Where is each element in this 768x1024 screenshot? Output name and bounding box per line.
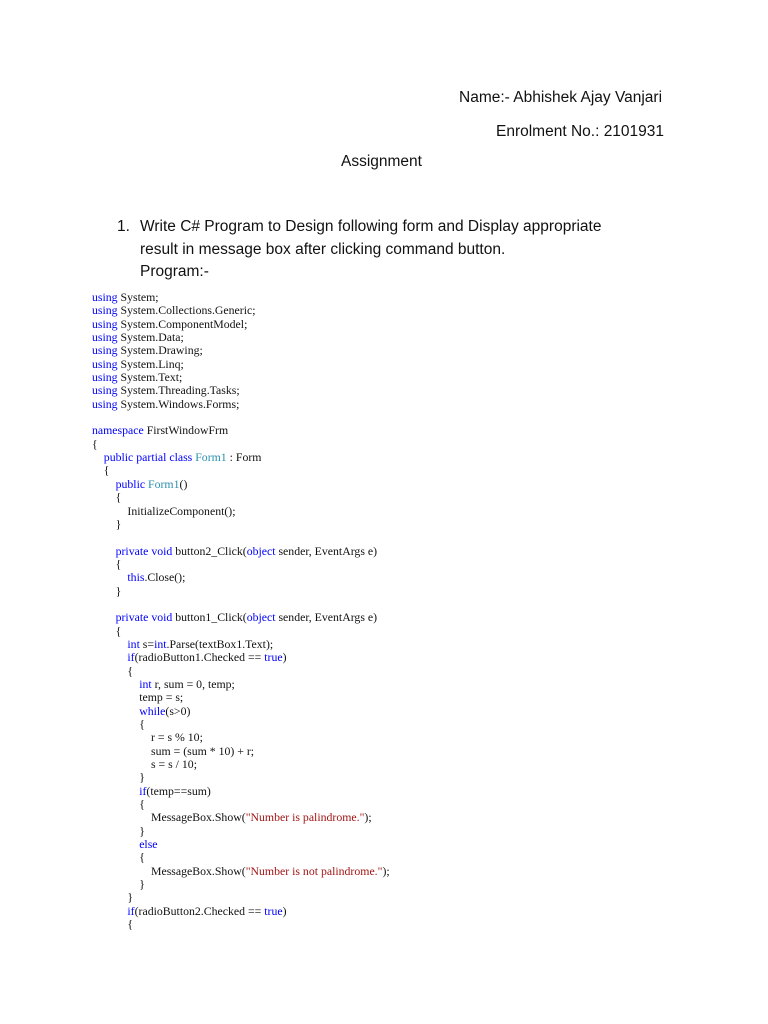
code-text: r, sum = 0, temp; — [151, 676, 235, 691]
code-line — [92, 318, 390, 331]
code-text: MessageBox.Show( — [92, 863, 246, 878]
code-line — [92, 705, 390, 718]
code-line — [92, 811, 390, 824]
code-text — [92, 837, 139, 851]
code-line — [92, 411, 390, 424]
code-text: System.Threading.Tasks; — [117, 383, 240, 398]
code-text — [92, 450, 104, 464]
code-line — [92, 331, 390, 344]
code-text: { — [92, 663, 134, 678]
code-text: button1_Click( — [172, 610, 247, 625]
code-line — [92, 505, 390, 518]
program-label: Program:- — [140, 263, 209, 280]
code-line — [92, 745, 390, 758]
code-text: button2_Click( — [172, 543, 247, 558]
code-line — [92, 785, 390, 798]
code-keyword: using — [92, 370, 118, 385]
code-keyword: using — [92, 396, 118, 411]
student-name-line — [459, 89, 662, 107]
code-line — [92, 718, 390, 731]
code-text: ) — [282, 903, 287, 918]
code-text: ) — [282, 650, 287, 665]
code-text: (s>0) — [165, 703, 191, 718]
code-line — [92, 678, 390, 691]
code-string: "Number is palindrome." — [245, 810, 365, 825]
page-title: Assignment — [341, 153, 422, 170]
code-text: } — [92, 583, 122, 598]
code-keyword: if — [127, 650, 135, 665]
code-text: : Form — [226, 450, 262, 465]
code-keyword: using — [92, 330, 118, 345]
code-text: { — [92, 436, 98, 451]
code-text: ); — [382, 863, 390, 878]
code-keyword: private — [115, 610, 149, 625]
code-text: System.Drawing; — [117, 343, 203, 358]
code-line — [92, 851, 390, 864]
code-line — [92, 891, 390, 904]
code-text — [92, 677, 139, 691]
code-keyword: else — [139, 837, 158, 852]
code-text: { — [92, 797, 145, 812]
code-text: { — [92, 490, 122, 505]
code-line — [92, 798, 390, 811]
code-text: (temp==sum) — [146, 783, 211, 798]
code-text: s= — [139, 636, 155, 651]
code-line — [92, 665, 390, 678]
code-text: (radioButton1.Checked == — [134, 650, 265, 665]
code-line — [92, 358, 390, 371]
code-keyword: using — [92, 343, 118, 358]
code-text: System.Text; — [117, 370, 183, 385]
code-text: FirstWindowFrm — [143, 423, 229, 438]
code-keyword: void — [151, 610, 173, 625]
code-line — [92, 571, 390, 584]
code-line — [92, 464, 390, 477]
code-text: s = s / 10; — [92, 757, 197, 772]
code-keyword: public — [103, 450, 134, 465]
code-line — [92, 758, 390, 771]
code-line — [92, 771, 390, 784]
code-keyword: void — [151, 543, 173, 558]
enrolment-label: Enrolment No.: — [496, 123, 604, 140]
code-type: Form1 — [148, 476, 180, 491]
code-text: sum = (sum * 10) + r; — [92, 743, 255, 758]
code-text — [92, 650, 127, 664]
code-line — [92, 344, 390, 357]
code-text: { — [92, 556, 122, 571]
code-line — [92, 878, 390, 891]
code-text: } — [92, 877, 145, 892]
student-name: Abhishek Ajay Vanjari — [513, 89, 663, 106]
code-text — [92, 570, 127, 584]
code-text — [92, 610, 116, 624]
code-text: { — [92, 623, 122, 638]
code-text: .Parse(textBox1.Text); — [166, 636, 274, 651]
code-text: System.Linq; — [117, 356, 184, 371]
code-text: r = s % 10; — [92, 730, 203, 745]
code-keyword: using — [92, 316, 118, 331]
code-line — [92, 424, 390, 437]
question-line-2: result in message box after clicking command button. — [140, 240, 506, 258]
code-line — [92, 518, 390, 531]
code-line — [92, 491, 390, 504]
code-text — [92, 544, 116, 558]
code-line — [92, 384, 390, 397]
code-text: .Close(); — [144, 570, 186, 585]
code-listing — [92, 291, 390, 932]
question-text — [140, 216, 601, 284]
code-text: temp = s; — [92, 690, 184, 705]
code-line — [92, 825, 390, 838]
code-keyword: partial — [136, 450, 167, 465]
code-line — [92, 558, 390, 571]
code-text — [92, 904, 127, 918]
code-text: System.Data; — [117, 330, 184, 345]
code-text — [92, 784, 139, 798]
code-line — [92, 438, 390, 451]
question-line-1: Write C# Program to Design following form and Display appropriate — [140, 218, 602, 235]
code-line — [92, 731, 390, 744]
code-text: System.Windows.Forms; — [117, 396, 240, 411]
code-text: sender, EventArgs e) — [275, 543, 378, 558]
code-keyword: object — [246, 610, 276, 625]
code-line — [92, 598, 390, 611]
code-keyword: true — [264, 650, 283, 665]
code-line — [92, 291, 390, 304]
code-keyword: this — [127, 570, 145, 585]
code-text: MessageBox.Show( — [92, 810, 246, 825]
name-label: Name:- — [459, 89, 514, 106]
code-text: InitializeComponent(); — [92, 503, 236, 518]
code-line — [92, 304, 390, 317]
code-line — [92, 611, 390, 624]
code-text: } — [92, 823, 145, 838]
code-text: } — [92, 770, 145, 785]
code-text: System; — [117, 290, 159, 304]
code-text — [92, 637, 127, 651]
code-text: { — [92, 463, 110, 478]
code-keyword: using — [92, 356, 118, 371]
code-text: } — [92, 890, 134, 905]
code-keyword: true — [264, 903, 283, 918]
code-line — [92, 585, 390, 598]
code-text — [92, 704, 139, 718]
enrolment-number: 2101931 — [603, 123, 665, 140]
code-string: "Number is not palindrome." — [245, 863, 383, 878]
code-line — [92, 691, 390, 704]
code-keyword: using — [92, 383, 118, 398]
code-line — [92, 905, 390, 918]
code-line — [92, 371, 390, 384]
code-text — [92, 477, 116, 491]
code-text: () — [179, 476, 188, 491]
code-keyword: using — [92, 303, 118, 318]
code-line — [92, 451, 390, 464]
code-line — [92, 545, 390, 558]
code-text: { — [92, 917, 134, 932]
code-keyword: int — [127, 636, 140, 651]
code-line — [92, 531, 390, 544]
question-number: 1. — [117, 218, 130, 235]
code-line — [92, 478, 390, 491]
code-text: } — [92, 516, 122, 531]
code-keyword: using — [92, 290, 118, 304]
code-keyword: object — [246, 543, 276, 558]
code-keyword: int — [154, 636, 167, 651]
code-keyword: public — [115, 476, 146, 491]
code-line — [92, 398, 390, 411]
code-text: (radioButton2.Checked == — [134, 903, 265, 918]
code-line — [92, 625, 390, 638]
code-text: System.Collections.Generic; — [117, 303, 256, 318]
code-text: { — [92, 717, 145, 731]
code-line — [92, 638, 390, 651]
code-text: ); — [364, 810, 372, 825]
code-keyword: class — [169, 450, 193, 465]
code-text: { — [92, 850, 145, 865]
code-line — [92, 865, 390, 878]
code-line — [92, 838, 390, 851]
code-line — [92, 918, 390, 931]
code-keyword: namespace — [92, 423, 144, 438]
code-text: sender, EventArgs e) — [275, 610, 378, 625]
code-type: Form1 — [195, 450, 227, 465]
code-text: System.ComponentModel; — [117, 316, 248, 331]
code-line — [92, 651, 390, 664]
code-keyword: if — [139, 783, 147, 798]
code-keyword: while — [139, 703, 166, 718]
enrolment-line — [496, 123, 664, 141]
code-keyword: private — [115, 543, 149, 558]
code-keyword: if — [127, 903, 135, 918]
code-keyword: int — [139, 676, 152, 691]
